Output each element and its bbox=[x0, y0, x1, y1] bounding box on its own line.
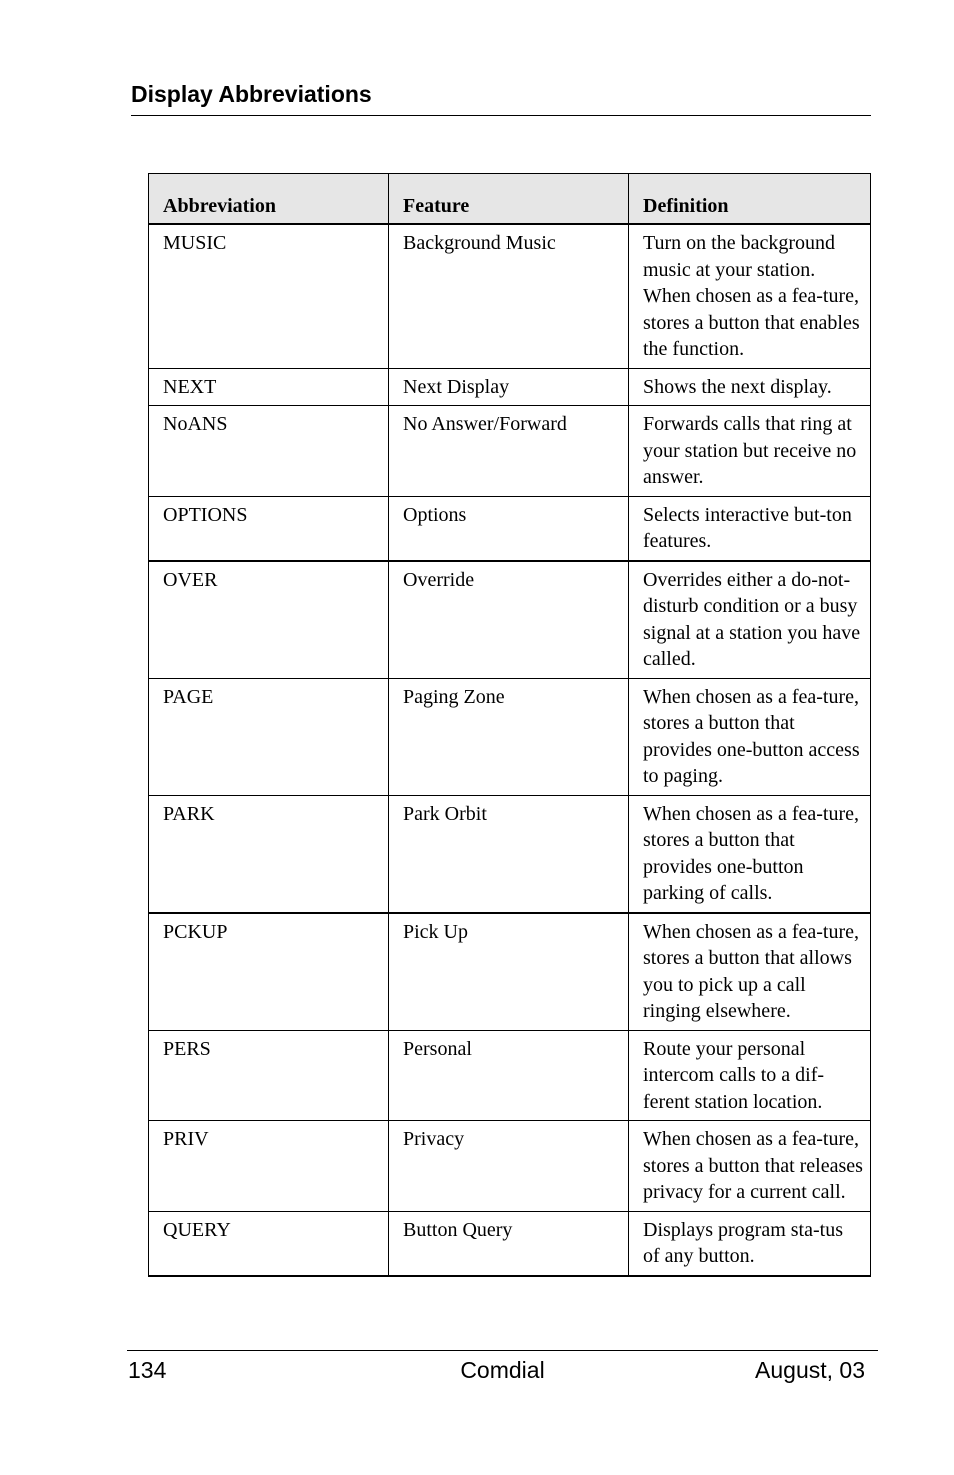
column-header-feature: Feature bbox=[389, 174, 629, 225]
definition-cell: Forwards calls that ring at your station but receive no answer. bbox=[629, 406, 871, 497]
table-row bbox=[149, 678, 871, 795]
definition-cell: When chosen as a fea-ture, stores a button that provides one-button access to paging. bbox=[629, 678, 871, 795]
definition-cell: Turn on the background music at your station. When chosen as a fea-ture, stores a button that enables the function. bbox=[629, 224, 871, 368]
abbreviation-cell: OPTIONS bbox=[149, 496, 389, 561]
feature-cell: Privacy bbox=[389, 1121, 629, 1212]
column-header-abbreviation: Abbreviation bbox=[149, 174, 389, 225]
feature-cell: Pick Up bbox=[389, 913, 629, 1031]
abbreviation-cell: PRIV bbox=[149, 1121, 389, 1212]
table-row bbox=[149, 1121, 871, 1212]
feature-cell: Paging Zone bbox=[389, 678, 629, 795]
abbreviations-table bbox=[148, 173, 871, 1277]
abbreviation-cell: NEXT bbox=[149, 368, 389, 406]
column-header-definition: Definition bbox=[629, 174, 871, 225]
feature-cell: Park Orbit bbox=[389, 795, 629, 913]
definition-cell: When chosen as a fea-ture, stores a button that releases privacy for a current call. bbox=[629, 1121, 871, 1212]
definition-cell: Route your personal intercom calls to a dif-ferent station location. bbox=[629, 1030, 871, 1121]
feature-cell: Background Music bbox=[389, 224, 629, 368]
abbreviation-cell: MUSIC bbox=[149, 224, 389, 368]
abbreviation-cell: PAGE bbox=[149, 678, 389, 795]
table-row bbox=[149, 795, 871, 913]
table-row bbox=[149, 368, 871, 406]
table-row bbox=[149, 496, 871, 561]
abbreviation-cell: OVER bbox=[149, 561, 389, 679]
definition-cell: Displays program sta-tus of any button. bbox=[629, 1211, 871, 1276]
abbreviation-cell: NoANS bbox=[149, 406, 389, 497]
abbreviation-cell: PERS bbox=[149, 1030, 389, 1121]
definition-cell: Selects interactive but-ton features. bbox=[629, 496, 871, 561]
definition-cell: Shows the next display. bbox=[629, 368, 871, 406]
abbreviation-cell: QUERY bbox=[149, 1211, 389, 1276]
definition-cell: When chosen as a fea-ture, stores a button that provides one-button parking of calls. bbox=[629, 795, 871, 913]
page-title: Display Abbreviations bbox=[131, 81, 372, 107]
table-header-row bbox=[149, 174, 871, 225]
abbreviation-cell: PCKUP bbox=[149, 913, 389, 1031]
definition-cell: When chosen as a fea-ture, stores a button that allows you to pick up a call ringing elsewhere. bbox=[629, 913, 871, 1031]
table-row bbox=[149, 224, 871, 368]
definition-cell: Overrides either a do-not-disturb condition or a busy signal at a station you have called. bbox=[629, 561, 871, 679]
table-row bbox=[149, 561, 871, 679]
feature-cell: Options bbox=[389, 496, 629, 561]
table-row bbox=[149, 406, 871, 497]
feature-cell: Button Query bbox=[389, 1211, 629, 1276]
footer-date: August, 03 bbox=[755, 1357, 865, 1383]
footer-brand: Comdial bbox=[460, 1357, 545, 1383]
feature-cell: Override bbox=[389, 561, 629, 679]
table-row bbox=[149, 913, 871, 1031]
page-number: 134 bbox=[128, 1357, 167, 1383]
feature-cell: No Answer/Forward bbox=[389, 406, 629, 497]
feature-cell: Personal bbox=[389, 1030, 629, 1121]
table-row bbox=[149, 1030, 871, 1121]
page-footer bbox=[127, 1350, 878, 1387]
feature-cell: Next Display bbox=[389, 368, 629, 406]
abbreviation-cell: PARK bbox=[149, 795, 389, 913]
table-row bbox=[149, 1211, 871, 1276]
page-header bbox=[131, 78, 871, 116]
